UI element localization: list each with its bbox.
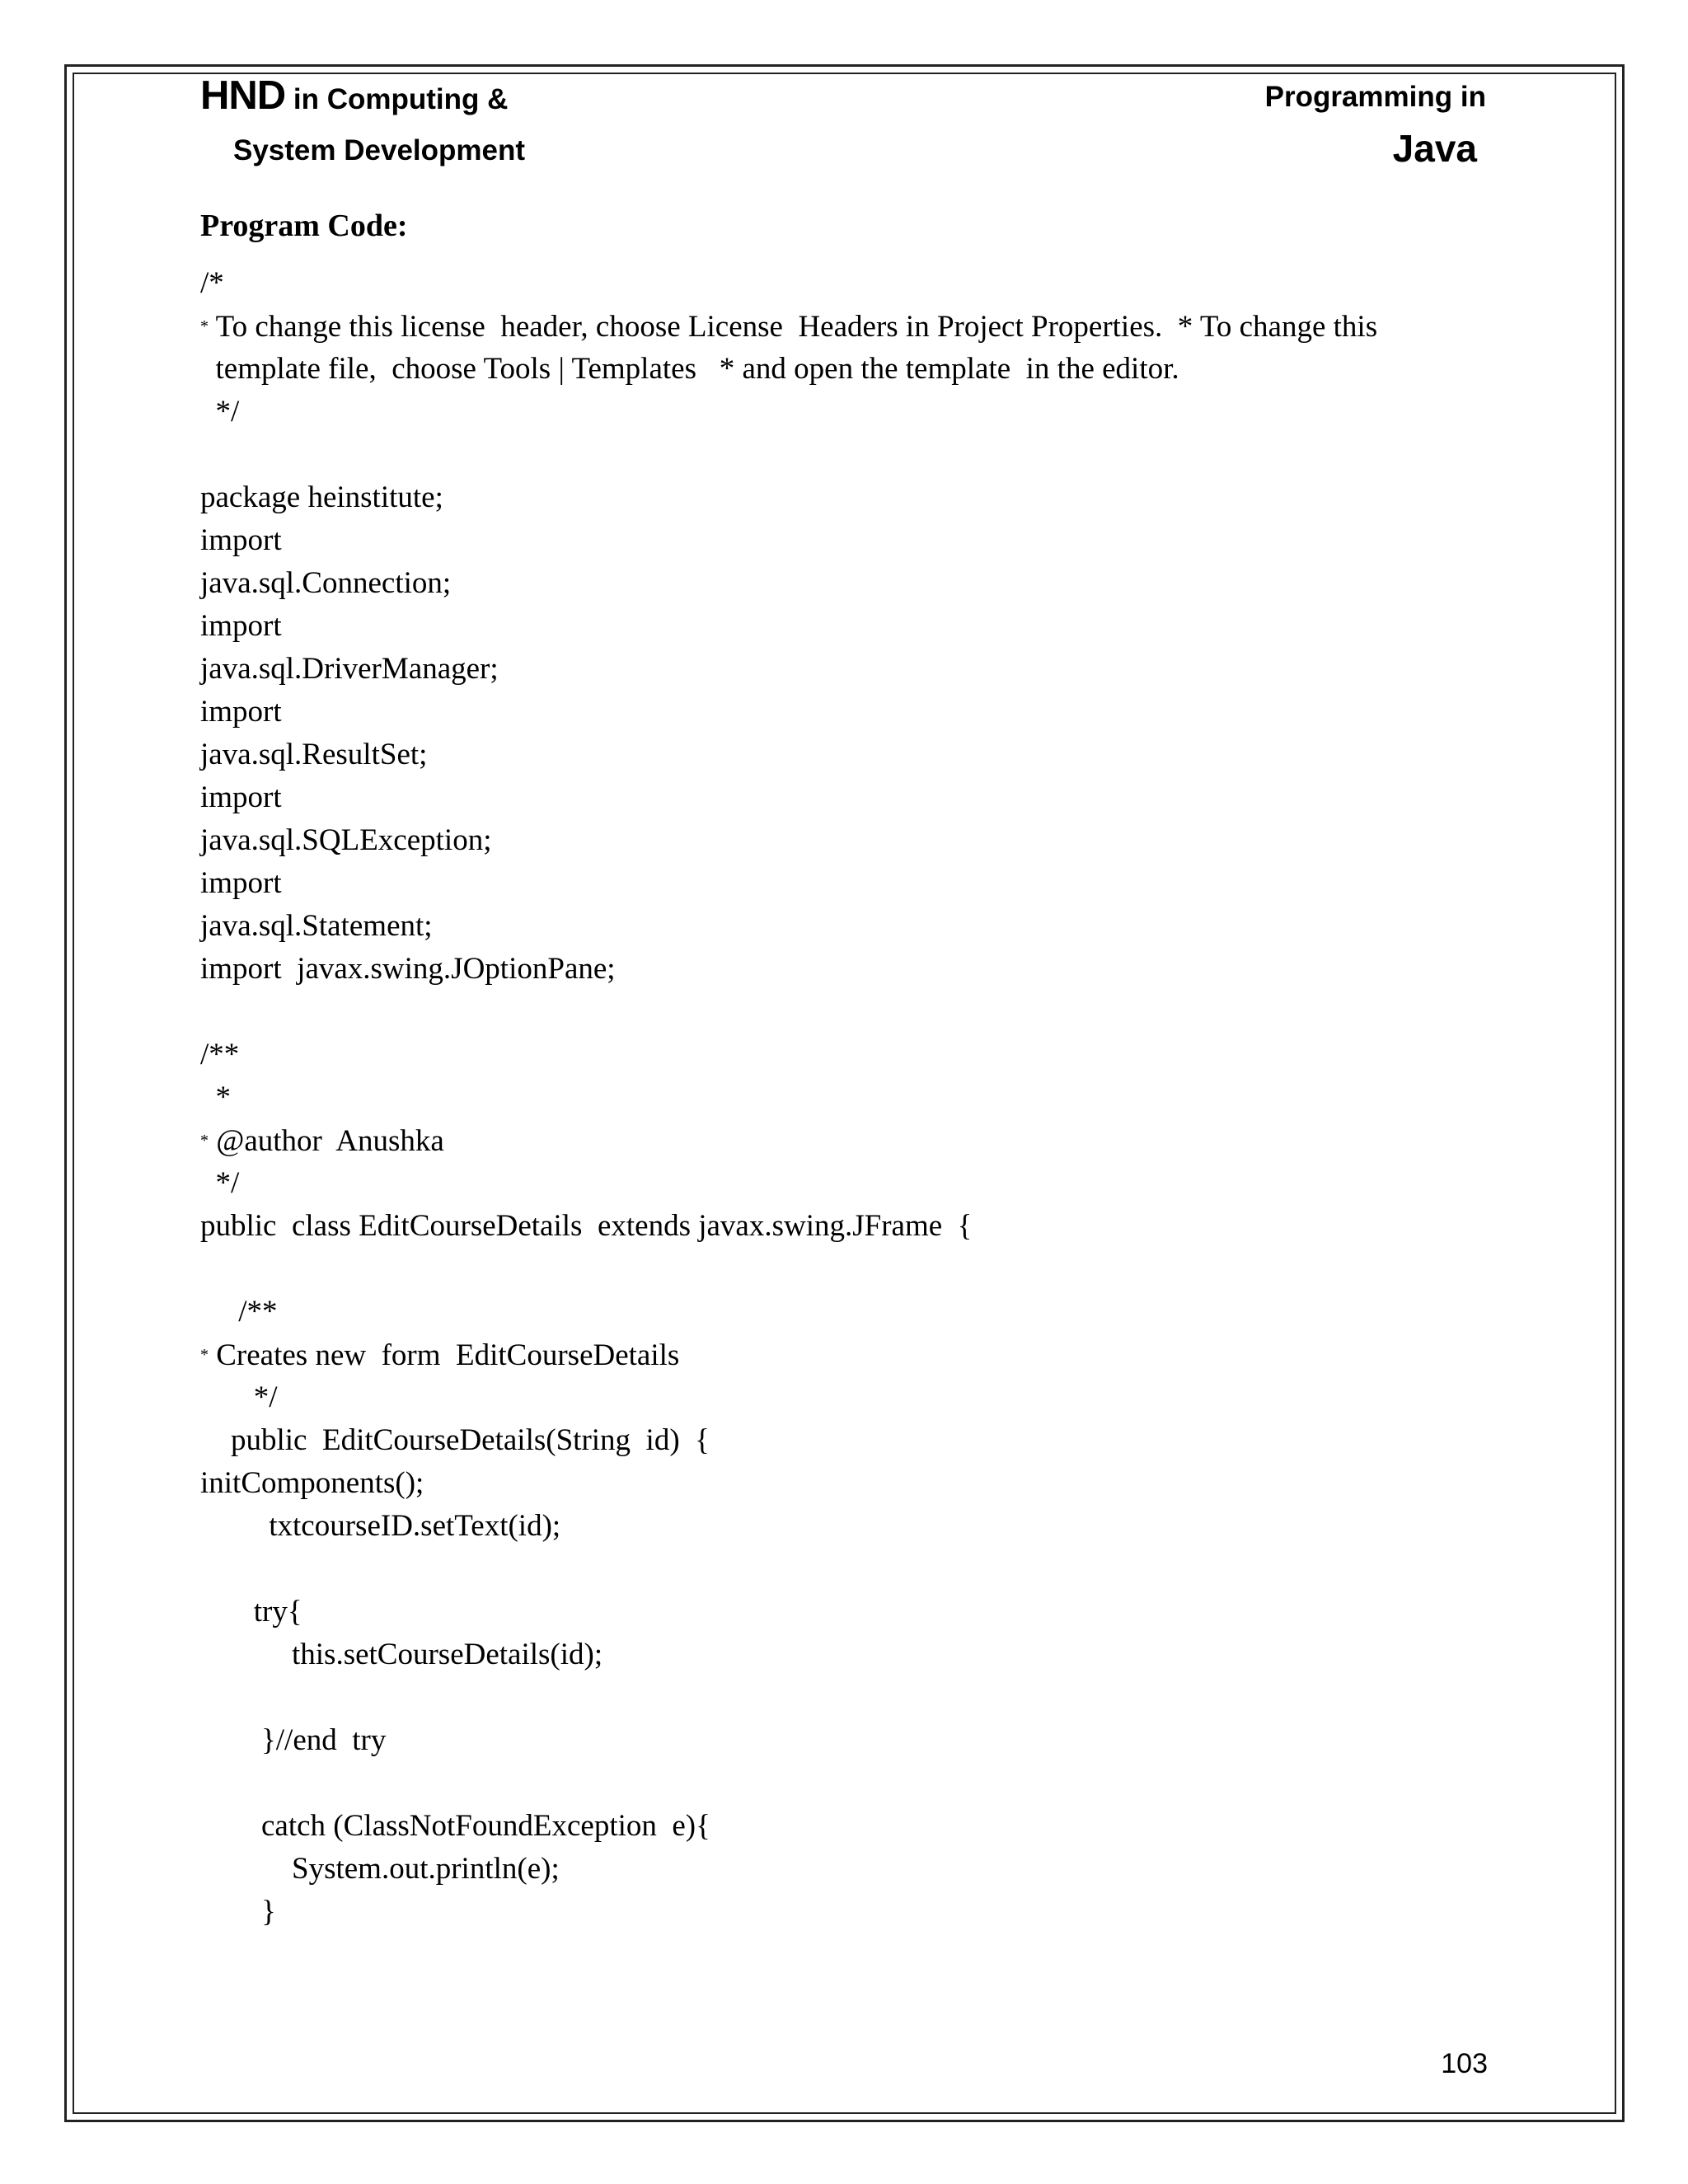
page-number: 103: [1441, 2048, 1488, 2079]
code-line: */: [200, 1380, 278, 1414]
blank-line: [200, 1762, 1377, 1805]
code-line: /**: [200, 1038, 240, 1071]
code-line: java.sql.SQLException;: [200, 823, 492, 857]
bullet-star: *: [200, 317, 209, 335]
code-line: /*: [200, 266, 224, 300]
code-line: [200, 1333, 1377, 1376]
header-subject-line1: Programming in: [1264, 81, 1486, 113]
code-line: [200, 1119, 1377, 1162]
code-line: template file, choose Tools | Templates * and open the template in the editor.: [200, 352, 1179, 386]
blank-line: [200, 1676, 1377, 1719]
header-course-line2: System Development: [233, 134, 526, 166]
code-text: Creates new form EditCourseDetails: [216, 1338, 680, 1372]
code-listing: [200, 262, 1377, 1933]
code-line: this.setCourseDetails(id);: [200, 1638, 603, 1671]
code-line: *: [200, 1080, 231, 1114]
code-line: import: [200, 866, 282, 900]
blank-line: [200, 1248, 1377, 1291]
code-line: catch (ClassNotFoundException e){: [200, 1809, 710, 1843]
code-line: System.out.println(e);: [200, 1852, 560, 1886]
code-line: java.sql.DriverManager;: [200, 652, 499, 686]
code-line: public class EditCourseDetails extends javax.swing.JFrame {: [200, 1209, 973, 1243]
code-line: }//end try: [200, 1723, 387, 1757]
code-line: /**: [200, 1295, 278, 1329]
header-subject-line2: Java: [1392, 127, 1477, 170]
code-line: public EditCourseDetails(String id) {: [200, 1423, 710, 1457]
blank-line: [200, 1548, 1377, 1591]
code-line: */: [200, 1166, 240, 1200]
header-course-abbr: HND: [200, 73, 286, 118]
bullet-star: *: [200, 1132, 209, 1150]
code-line: import javax.swing.JOptionPane;: [200, 952, 616, 986]
code-line: import: [200, 609, 282, 643]
code-text: To change this license header, choose License Headers in Project Properties. * To change this: [215, 310, 1378, 344]
code-line: */: [200, 395, 240, 429]
code-line: import: [200, 695, 282, 729]
header-course-rest: in Computing &: [285, 83, 509, 115]
code-line: import: [200, 780, 282, 814]
code-line: txtcourseID.setText(id);: [200, 1509, 561, 1543]
code-line: initComponents();: [200, 1466, 424, 1500]
header-course-line1: [200, 73, 508, 119]
code-line: try{: [200, 1595, 302, 1629]
code-text: @author Anushka: [216, 1124, 444, 1158]
code-line: java.sql.ResultSet;: [200, 738, 428, 771]
code-line: java.sql.Connection;: [200, 566, 452, 600]
code-line: [200, 305, 1377, 348]
code-line: java.sql.Statement;: [200, 909, 433, 943]
section-title: Program Code:: [200, 209, 408, 243]
code-line: import: [200, 523, 282, 557]
code-line: }: [200, 1895, 276, 1929]
blank-line: [200, 991, 1377, 1033]
bullet-star: *: [200, 1346, 209, 1364]
code-line: package heinstitute;: [200, 480, 443, 514]
blank-line: [200, 434, 1377, 476]
